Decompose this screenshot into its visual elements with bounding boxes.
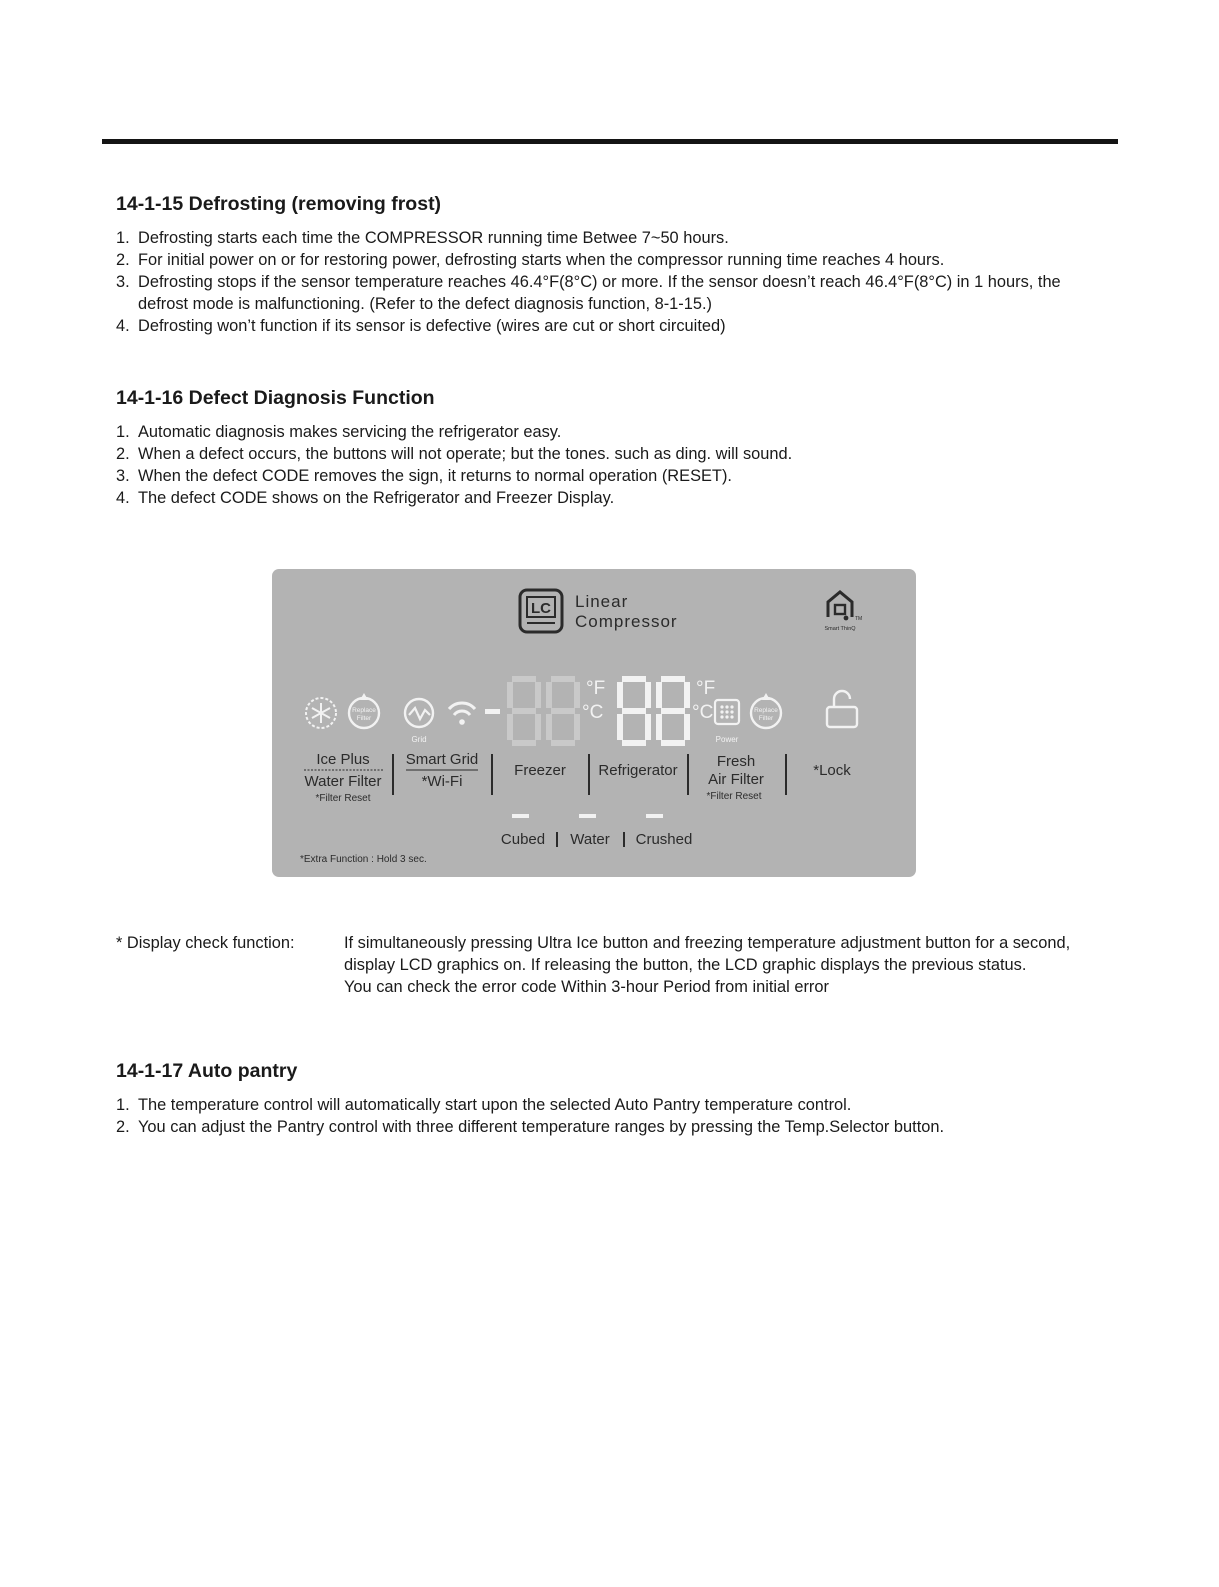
- ice-plus-label: Ice Plus: [316, 751, 370, 768]
- replace-label: Replace: [352, 707, 376, 714]
- freezer-deg-c: °C: [582, 702, 604, 723]
- display-check-text: [344, 932, 1114, 998]
- refrigerator-deg-f: °F: [696, 678, 716, 699]
- grid-small-label: Grid: [411, 735, 427, 744]
- smart-grid-icon: [405, 699, 433, 744]
- air-filter-label: Air Filter: [708, 771, 764, 788]
- replace-filter-icon: [349, 693, 379, 728]
- list-item: 2. When a defect occurs, the buttons will not operate; but the tones. such as ding. will sound.: [116, 445, 793, 463]
- refrigerator-digit-2: [656, 676, 690, 746]
- list-item: 4. The defect CODE shows on the Refrigerator and Freezer Display.: [116, 489, 615, 507]
- logo-line2: Compressor: [575, 612, 678, 631]
- freezer-digits: [507, 676, 580, 746]
- lc-logo-mark: LC: [531, 600, 551, 617]
- freezer-deg-f: °F: [586, 678, 606, 699]
- list-item: 1. Automatic diagnosis makes servicing the refrigerator easy.: [116, 423, 562, 441]
- filter-label: Filter: [356, 715, 372, 722]
- section-title-auto-pantry: 14-1-17 Auto pantry: [116, 1060, 298, 1082]
- cubed-indicator: [512, 814, 529, 818]
- freezer-digit-2: [546, 676, 580, 746]
- air-filter-power-icon: [715, 700, 739, 744]
- lc-logo-icon: [520, 590, 562, 632]
- smart-grid-label: Smart Grid: [405, 751, 479, 768]
- water-button[interactable]: Water: [570, 831, 610, 848]
- minus-segment: [485, 709, 500, 714]
- list-item: 2. For initial power on or for restoring power, defrosting starts when the compressor running time reaches 4 hours.: [116, 251, 945, 269]
- freezer-digit-1: [507, 676, 541, 746]
- list-item: 1. Defrosting starts each time the COMPRESSOR running time Betwee 7~50 hours.: [116, 229, 729, 247]
- section-title-defect-diagnosis: 14-1-16 Defect Diagnosis Function: [116, 387, 435, 409]
- control-panel-figure: [272, 569, 916, 877]
- filter-reset-label: *Filter Reset: [315, 793, 371, 804]
- lock-button[interactable]: *Lock: [813, 762, 851, 779]
- crushed-indicator: [646, 814, 663, 818]
- list-item: 2. You can adjust the Pantry control with three different temperature ranges by pressing the Temp.Selector button.: [116, 1118, 945, 1136]
- display-check-line: If simultaneously pressing Ultra Ice button and freezing temperature adjustment button for a second, display LCD graphics on. If releasing the button, the LCD graphic displays the previous status.: [344, 934, 1071, 974]
- top-rule: [102, 139, 1118, 144]
- defrosting-list: [116, 227, 1076, 337]
- refrigerator-button[interactable]: Refrigerator: [598, 762, 678, 779]
- tm-mark: TM: [855, 616, 863, 622]
- extra-function-note: *Extra Function : Hold 3 sec.: [300, 854, 427, 865]
- defect-diagnosis-list: [116, 421, 1076, 509]
- auto-pantry-list: [116, 1094, 1116, 1138]
- replace-label-2: Replace: [754, 707, 778, 714]
- water-filter-label: Water Filter: [304, 773, 382, 790]
- display-check-line: You can check the error code Within 3-hour Period from initial error: [344, 978, 829, 996]
- wifi-icon: [449, 703, 475, 725]
- refrigerator-digit-1: [617, 676, 651, 746]
- water-indicator: [579, 814, 596, 818]
- wifi-label: *Wi-Fi: [421, 773, 463, 790]
- cubed-button[interactable]: Cubed: [500, 831, 546, 848]
- freezer-button[interactable]: Freezer: [514, 762, 566, 779]
- list-item: 1. The temperature control will automatically start upon the selected Auto Pantry temperature control.: [116, 1096, 852, 1114]
- smartthinq-icon: [824, 592, 862, 632]
- lock-icon: [827, 691, 857, 727]
- refrigerator-digits: [617, 676, 690, 746]
- crushed-button[interactable]: Crushed: [635, 831, 693, 848]
- power-small-label: Power: [715, 735, 739, 744]
- refrigerator-deg-c: °C: [692, 702, 714, 723]
- section-title-defrosting: 14-1-15 Defrosting (removing frost): [116, 193, 442, 215]
- display-check-label: * Display check function:: [116, 934, 295, 952]
- replace-air-filter-icon: [751, 693, 781, 728]
- filter-label-2: Filter: [758, 715, 774, 722]
- list-item: 3. Defrosting stops if the sensor temperature reaches 46.4°F(8°C) or more. If the sensor doesn’t reach 46.4°F(8°C) in 1 hours, the defrost mode is malfunctioning. (Refer to the defect diagnosis function, 8-1-15.): [116, 273, 1061, 313]
- ice-plus-icon: [306, 698, 336, 728]
- fresh-label: Fresh: [716, 753, 756, 770]
- filter-reset-label-2: *Filter Reset: [706, 791, 762, 802]
- logo-line1: Linear: [575, 592, 629, 611]
- list-item: 3. When the defect CODE removes the sign, it returns to normal operation (RESET).: [116, 467, 732, 485]
- list-item: 4. Defrosting won’t function if its sensor is defective (wires are cut or short circuited): [116, 317, 726, 335]
- smartthinq-label: Smart ThinQ: [824, 626, 856, 632]
